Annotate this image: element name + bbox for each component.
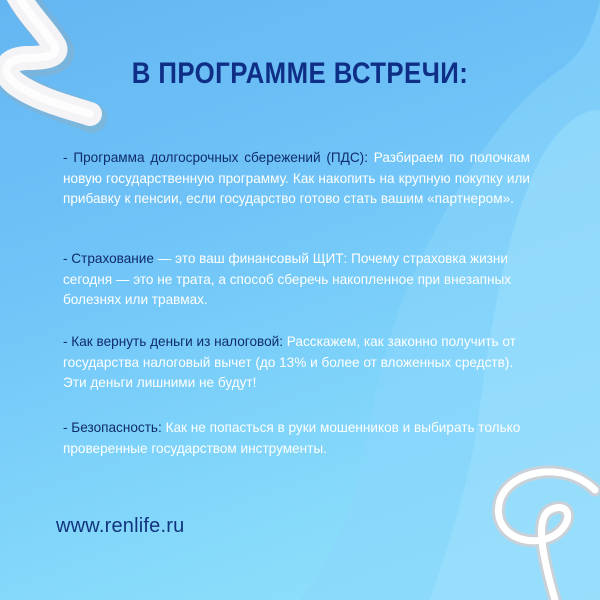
item-label: - Как вернуть деньги из налоговой: bbox=[63, 334, 284, 349]
loop-decoration-icon bbox=[470, 440, 600, 600]
item-label: - Программа долгосрочных сбережений (ПДС): bbox=[63, 150, 368, 165]
item-text: Расскажем, как законно получить от государства налоговый вычет (до 13% и более от вложенных средств). Эти деньги лишними не будут! bbox=[63, 334, 516, 390]
item-label: - Страхование bbox=[63, 251, 154, 266]
item-label: - Безопасность: bbox=[63, 420, 162, 435]
item-text: Разбираем по полочкам новую государственную программу. Как накопить на крупную покупку или прибавку к пенсии, если государство готово стать вашим «партнером». bbox=[63, 150, 531, 206]
item-text: — это ваш финансовый ЩИТ: Почему страховка жизни сегодня — это не трата, а способ сберечь накопленное при внезапных болезнях или травмах. bbox=[63, 251, 512, 307]
item-text: Как не попасться в руки мошенников и выбирать только проверенные государством инструменты. bbox=[63, 420, 521, 456]
program-item-tax-refund bbox=[63, 332, 530, 394]
website-link[interactable]: www.renlife.ru bbox=[56, 515, 185, 537]
program-item-savings bbox=[63, 148, 530, 210]
program-item-insurance bbox=[63, 249, 530, 311]
page-title: В ПРОГРАММЕ ВСТРЕЧИ: bbox=[131, 57, 469, 90]
program-item-security bbox=[63, 418, 530, 459]
